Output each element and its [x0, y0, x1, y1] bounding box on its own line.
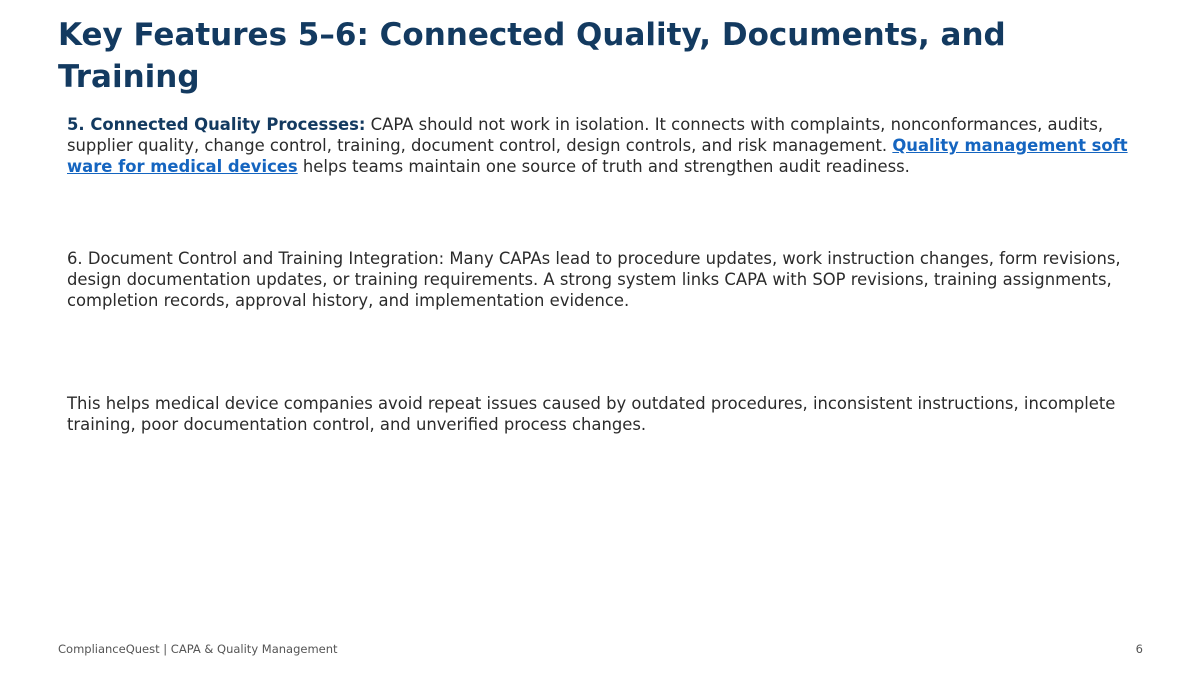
slide-title: Key Features 5–6: Connected Quality, Documents, and Training [58, 17, 1006, 95]
qms-software-link[interactable]: Quality management software for medical devices [67, 136, 1128, 176]
summary-paragraph: This helps medical device companies avoid repeat issues caused by outdated procedures, inconsistent instructions, incomplete training, poor documentation control, and unverified process changes. [67, 394, 1116, 434]
page-number: 6 [1135, 642, 1143, 656]
feature-6-paragraph: 6. Document Control and Training Integration: Many CAPAs lead to procedure updates, work instruction changes, form revisions, design documentation updates, or training requirements. A strong system links CAPA with SOP revisions, training assignments, completion records, approval history, and implementation evidence. [67, 249, 1121, 310]
feature-5-tail: helps teams maintain one source of truth and strengthen audit readiness. [297, 157, 910, 176]
footer-text: ComplianceQuest | CAPA & Quality Management [58, 642, 338, 656]
feature-5-body: CAPA should not work in isolation. It connects with complaints, nonconformances, audits, supplier quality, change control, training, document control, design controls, and risk management. [67, 115, 1104, 155]
feature-5-lead: 5. Connected Quality Processes: [67, 115, 366, 134]
feature-5-paragraph [67, 114, 1142, 177]
